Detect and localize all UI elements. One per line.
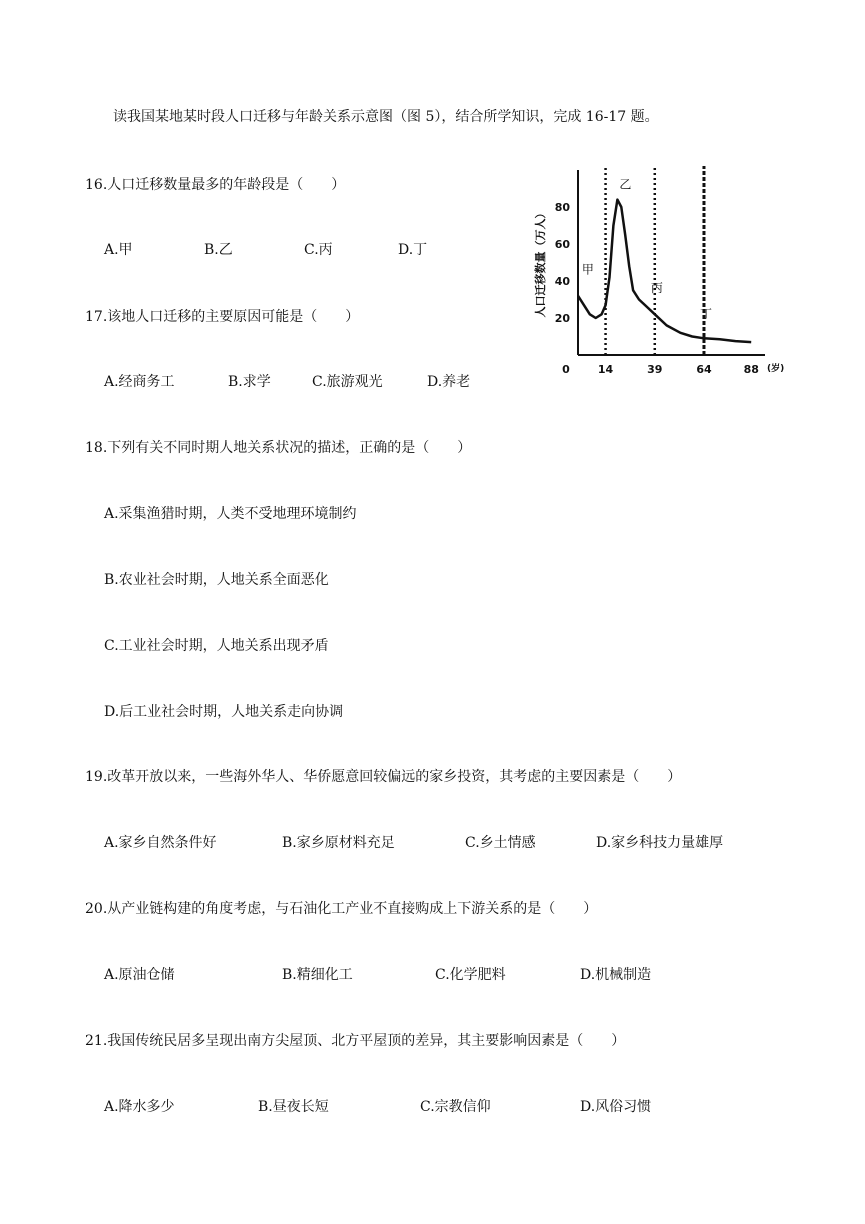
q21-option-c[interactable]: C.宗教信仰 xyxy=(420,1099,491,1115)
q21-option-a[interactable]: A.降水多少 xyxy=(104,1099,175,1115)
q17-option-a[interactable]: A.经商务工 xyxy=(104,374,175,390)
question-16-stem: 16.人口迁移数量最多的年龄段是（ ） xyxy=(85,177,346,193)
q16-option-c[interactable]: C.丙 xyxy=(304,242,333,258)
y-tick-label: 40 xyxy=(554,275,570,288)
q19-option-b[interactable]: B.家乡原材料充足 xyxy=(282,835,395,851)
q19-option-c[interactable]: C.乡土情感 xyxy=(465,835,536,851)
x-tick-label: 0 xyxy=(562,363,570,376)
question-20-stem: 20.从产业链构建的角度考虑，与石油化工产业不直接购成上下游关系的是（ ） xyxy=(85,901,598,917)
q17-option-c[interactable]: C.旅游观光 xyxy=(312,374,383,390)
q20-option-c[interactable]: C.化学肥料 xyxy=(435,967,506,983)
q18-option-d[interactable]: D.后工业社会时期，人地关系走向协调 xyxy=(104,704,344,720)
q20-option-b[interactable]: B.精细化工 xyxy=(282,967,353,983)
question-17-stem: 17.该地人口迁移的主要原因可能是（ ） xyxy=(85,309,360,325)
q21-option-d[interactable]: D.风俗习惯 xyxy=(580,1099,652,1115)
segment-label: 乙 xyxy=(619,177,632,192)
x-axis-label: (岁) xyxy=(767,364,785,374)
x-tick-label: 39 xyxy=(647,363,663,376)
q19-option-a[interactable]: A.家乡自然条件好 xyxy=(104,835,217,851)
q17-option-d[interactable]: D.养老 xyxy=(427,374,471,390)
x-tick-label: 88 xyxy=(743,363,759,376)
migration-curve xyxy=(578,200,751,343)
y-axis-label: 人口迁移数量（万人） xyxy=(534,207,547,318)
y-tick-label: 80 xyxy=(554,201,570,214)
q21-option-b[interactable]: B.昼夜长短 xyxy=(258,1099,329,1115)
migration-age-chart xyxy=(520,160,785,385)
intro-text: 读我国某地某时段人口迁移与年龄关系示意图（图 5），结合所学知识，完成 16-17 题。 xyxy=(113,109,659,125)
question-21-stem: 21.我国传统民居多呈现出南方尖屋顶、北方平屋顶的差异，其主要影响因素是（ ） xyxy=(85,1033,626,1049)
question-19-stem: 19.改革开放以来，一些海外华人、华侨愿意回较偏远的家乡投资，其考虑的主要因素是（ ） xyxy=(85,769,682,785)
q18-option-c[interactable]: C.工业社会时期，人地关系出现矛盾 xyxy=(104,638,329,654)
segment-label: 丙 xyxy=(650,281,663,296)
y-tick-label: 20 xyxy=(554,312,570,325)
q20-option-a[interactable]: A.原油仓储 xyxy=(104,967,175,983)
question-18-stem: 18.下列有关不同时期人地关系状况的描述，正确的是（ ） xyxy=(85,440,472,456)
q19-option-d[interactable]: D.家乡科技力量雄厚 xyxy=(596,835,724,851)
y-tick-label: 60 xyxy=(554,238,570,251)
q16-option-d[interactable]: D.丁 xyxy=(398,242,428,258)
q16-option-b[interactable]: B.乙 xyxy=(204,242,233,258)
q18-option-b[interactable]: B.农业社会时期，人地关系全面恶化 xyxy=(104,572,329,588)
q20-option-d[interactable]: D.机械制造 xyxy=(580,967,652,983)
q18-option-a[interactable]: A.采集渔猎时期，人类不受地理环境制约 xyxy=(104,506,357,522)
q16-option-a[interactable]: A.甲 xyxy=(104,242,133,258)
x-tick-label: 64 xyxy=(696,363,712,376)
segment-label: 丁 xyxy=(700,307,713,321)
q17-option-b[interactable]: B.求学 xyxy=(228,374,271,390)
x-tick-label: 14 xyxy=(597,363,614,376)
segment-label: 甲 xyxy=(581,262,594,277)
